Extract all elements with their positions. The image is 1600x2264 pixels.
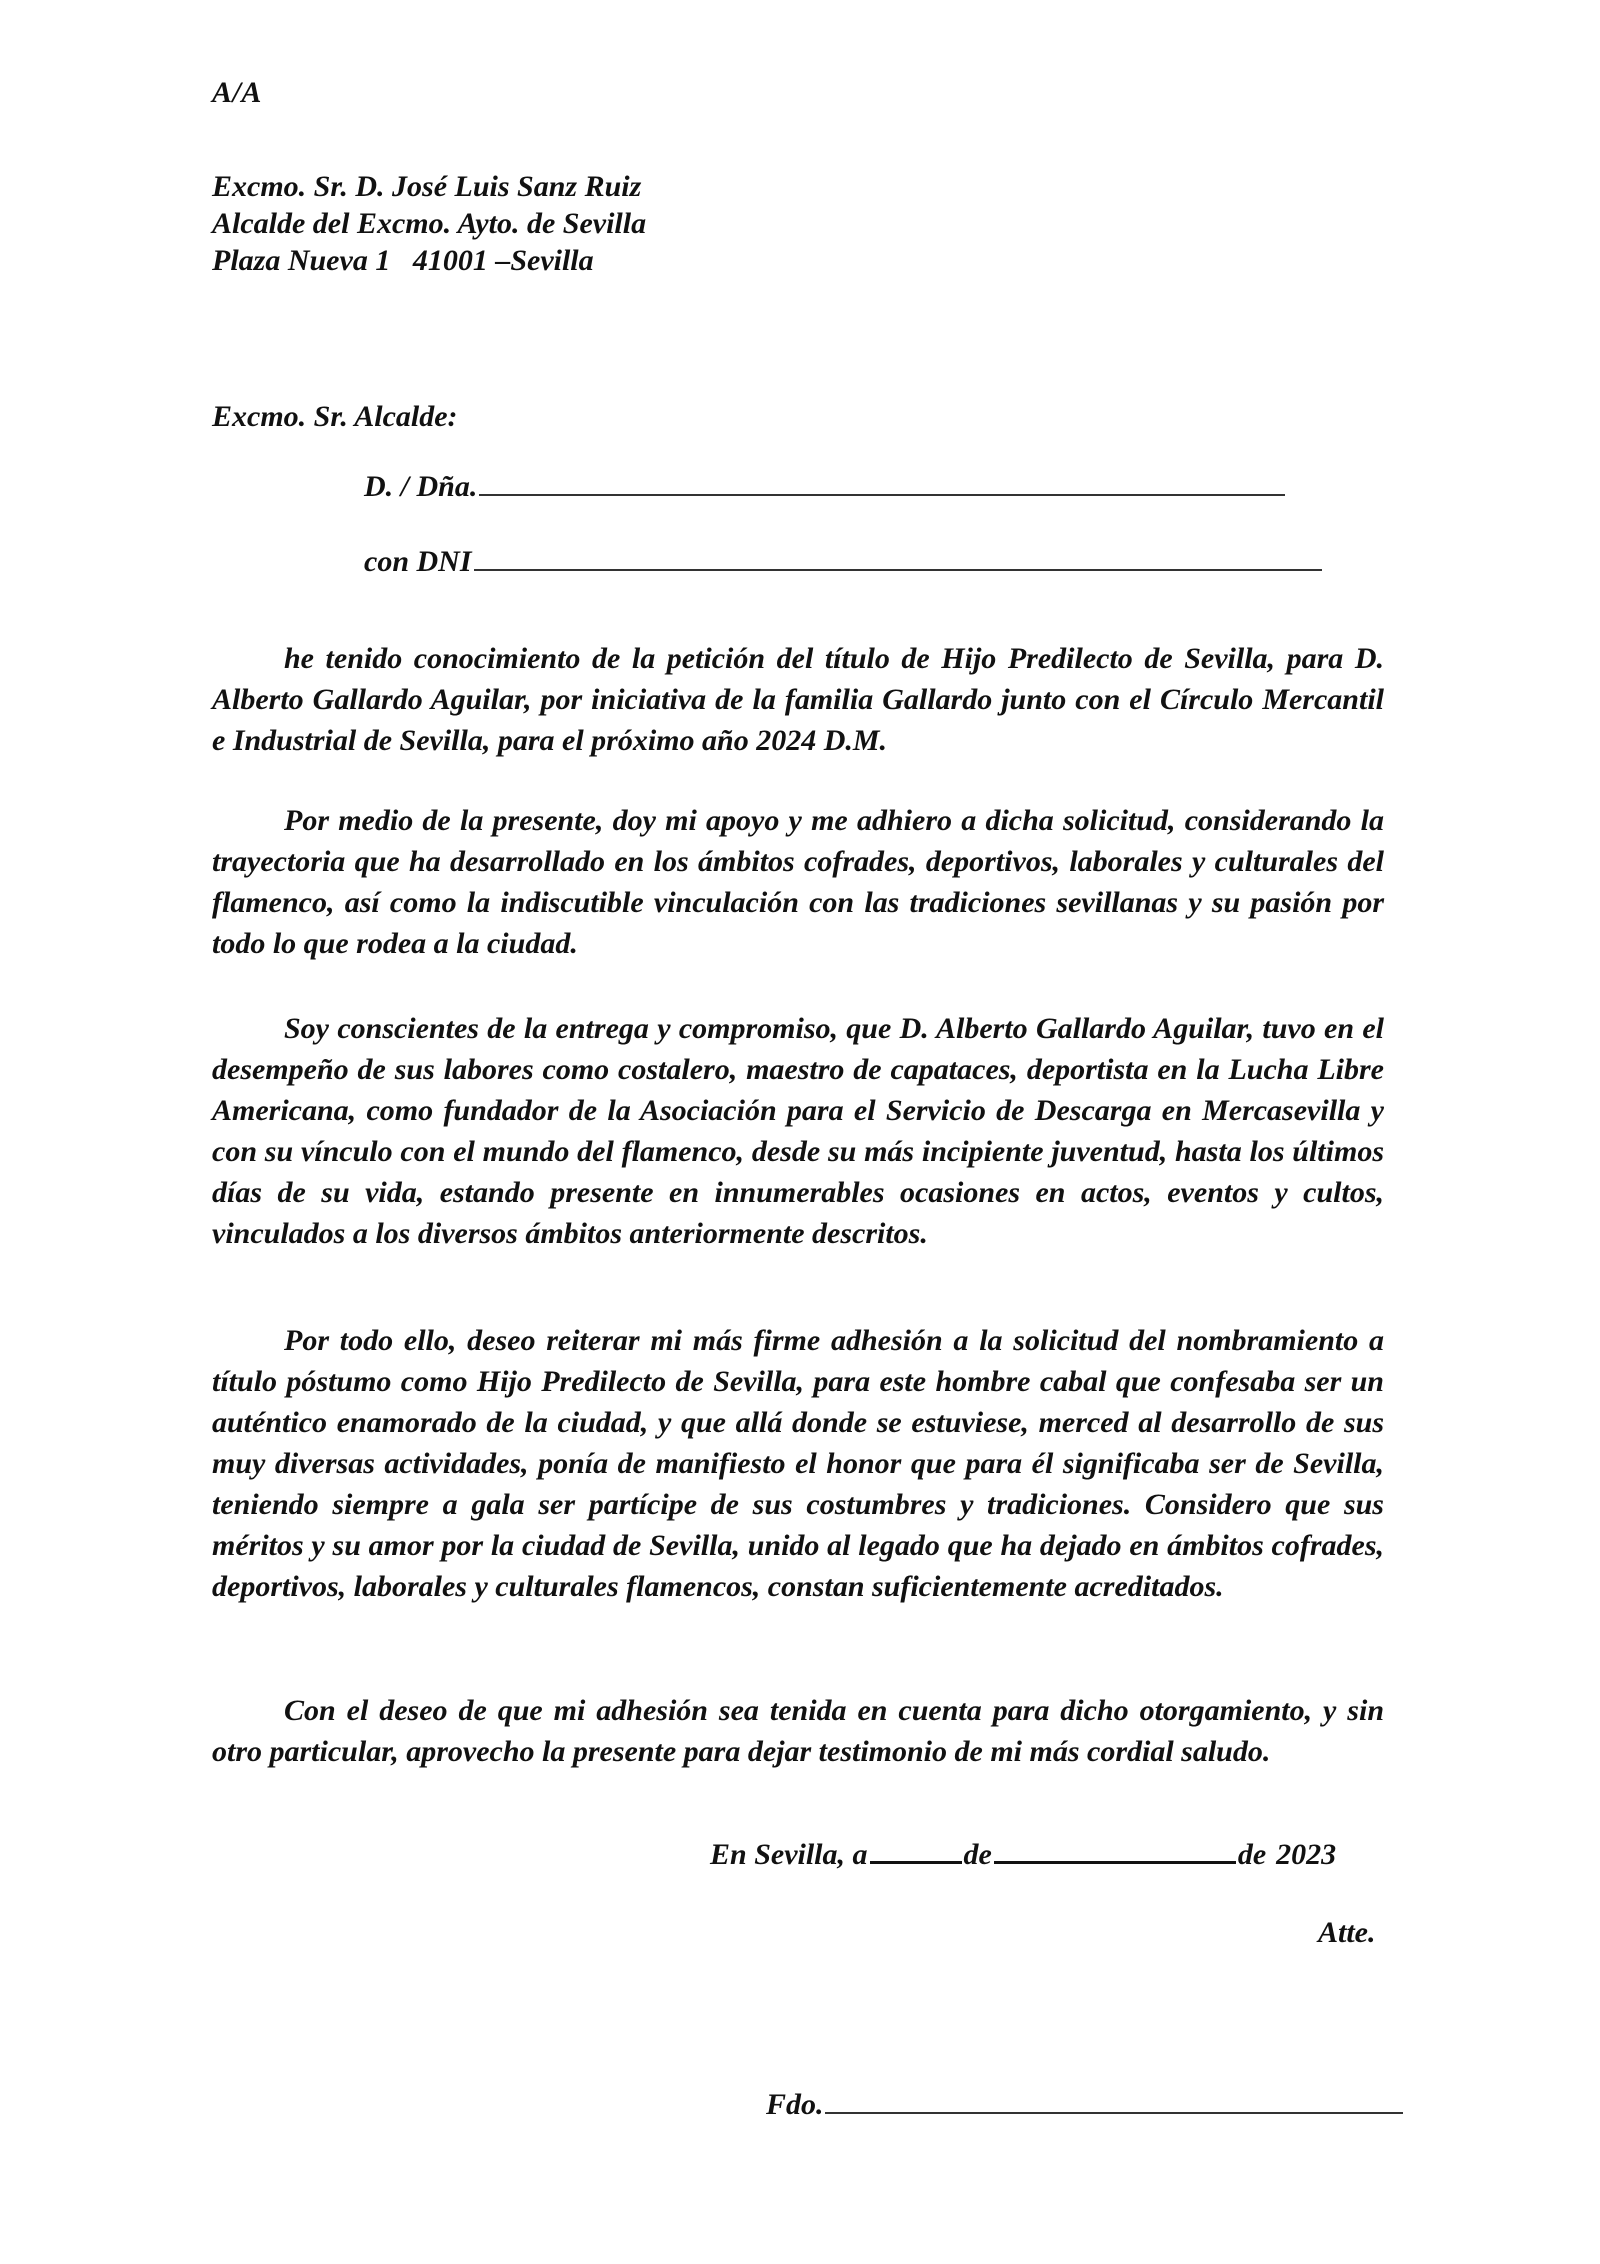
date-day-input-line[interactable] [870,1860,962,1864]
dni-field-row [364,545,1322,579]
date-de-2: de [1237,1838,1267,1871]
attention-marker: A/A [212,76,262,109]
name-field-row [364,470,1285,504]
body-paragraph-1: he tenido conocimiento de la petición del título de Hijo Predilecto de Sevilla, para D. Alberto Gallardo Aguilar, por iniciativa de la familia Gallardo junto con el Círculo Mercantil e Industrial de Sevilla, para el próximo año 2024 D.M. [212,642,1384,757]
dni-field-input-line[interactable] [474,568,1322,571]
fdo-label: Fdo. [766,2088,824,2121]
date-place-prefix: En Sevilla, a [710,1838,868,1871]
name-field-label: D. / Dña. [364,470,478,503]
name-field-input-line[interactable] [479,493,1285,496]
dni-field-label: con DNI [364,545,472,578]
salutation: Excmo. Sr. Alcalde: [212,400,458,433]
date-line [710,1838,1336,1872]
body-paragraph-4: Por todo ello, deseo reiterar mi más firme adhesión a la solicitud del nombramiento a título póstumo como Hijo Predilecto de Sevilla, para este hombre cabal que confesaba ser un auténtico enamorado de la ciudad, y que allá donde se estuviese, merced al desarrollo de sus muy diversas actividades, ponía de manifiesto el honor que para él significaba ser de Sevilla, teniendo siempre a gala ser partícipe de sus costumbres y tradiciones. Considero que sus méritos y su amor por la ciudad de Sevilla, unido al legado que ha dejado en ámbitos cofrades, deportivos, laborales y culturales flamencos, constan suficientemente acreditados. [212,1324,1384,1603]
recipient-address: Plaza Nueva 1 41001 –Sevilla [212,244,594,277]
date-year: 2023 [1276,1838,1337,1871]
body-paragraph-2: Por medio de la presente, doy mi apoyo y me adhiero a dicha solicitud, considerando la trayectoria que ha desarrollado en los ámbitos cofrades, deportivos, laborales y culturales del flamenco, así como la indiscutible vinculación con las tradiciones sevillanas y su pasión por todo lo que rodea a la ciudad. [212,804,1384,960]
fdo-input-line[interactable] [825,2111,1403,2114]
attention-marker-block [212,78,262,108]
body-paragraph-5: Con el deseo de que mi adhesión sea tenida en cuenta para dicho otorgamiento, y sin otro particular, aprovecho la presente para dejar testimonio de mi más cordial saludo. [212,1694,1384,1768]
recipient-address-block [212,168,646,279]
date-month-input-line[interactable] [994,1860,1236,1864]
date-de-1: de [963,1838,992,1871]
fdo-row [766,2088,1403,2122]
recipient-name: Excmo. Sr. D. José Luis Sanz Ruiz [212,170,642,203]
atte-label: Atte. [1318,1916,1376,1949]
body-paragraph-3: Soy conscientes de la entrega y compromiso, que D. Alberto Gallardo Aguilar, tuvo en el desempeño de sus labores como costalero, maestro de capataces, deportista en la Lucha Libre Americana, como fundador de la Asociación para el Servicio de Descarga en Mercasevilla y con su vínculo con el mundo del flamenco, desde su más incipiente juventud, hasta los últimos días de su vida, estando presente en innumerables ocasiones en actos, eventos y cultos, vinculados a los diversos ámbitos anteriormente descritos. [212,1012,1384,1250]
recipient-title: Alcalde del Excmo. Ayto. de Sevilla [212,207,647,240]
